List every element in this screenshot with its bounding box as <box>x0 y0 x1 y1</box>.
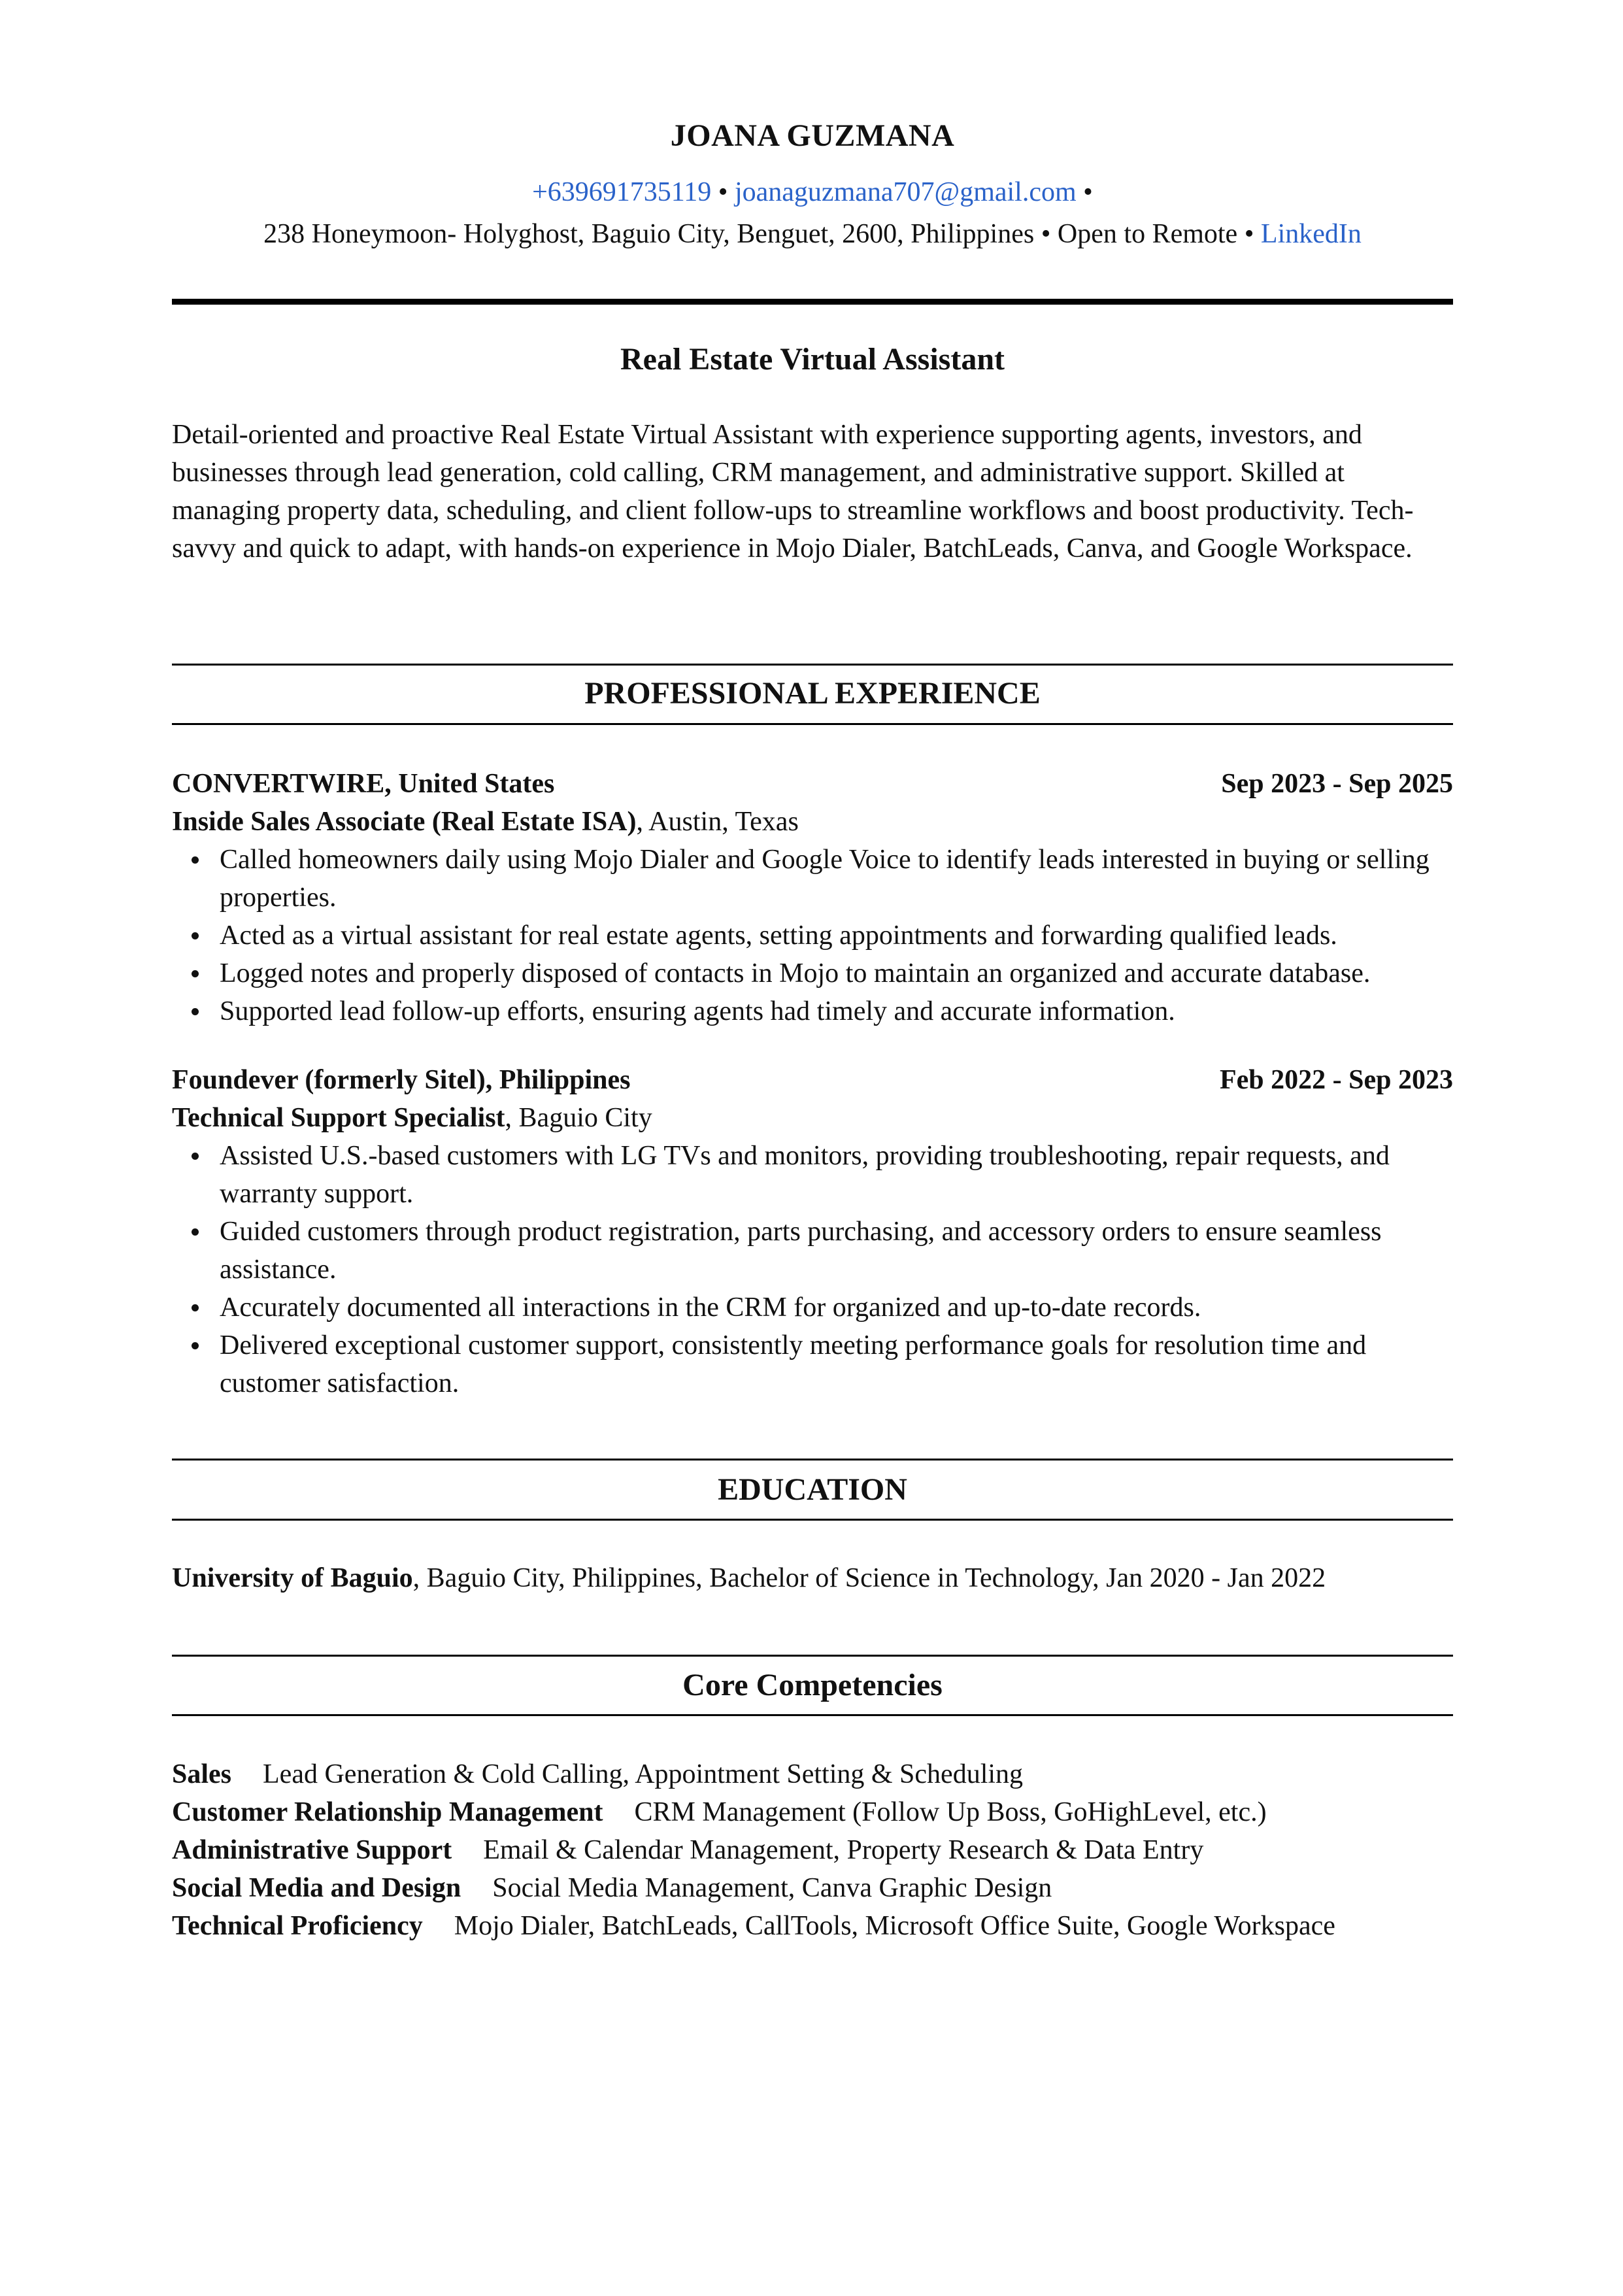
competency-row <box>172 1869 1453 1907</box>
competency-value: CRM Management (Follow Up Boss, GoHighLevel, etc.) <box>634 1797 1267 1827</box>
competency-value: Email & Calendar Management, Property Research & Data Entry <box>483 1835 1204 1865</box>
phone-link[interactable]: +639691735119 <box>532 177 712 207</box>
summary-text: Detail-oriented and proactive Real Estate Virtual Assistant with experience supporting agents, investors, and businesses through lead generation, cold calling, CRM management, and administrative support. Skilled at managing property data, scheduling, and client follow-ups to streamline workflows and boost productivity. Tech-savvy and quick to adapt, with hands-on experience in Mojo Dialer, BatchLeads, Canva, and Google Workspace. <box>172 420 1414 564</box>
separator: • <box>711 177 735 207</box>
job-role-line <box>172 803 1453 841</box>
list-item: Assisted U.S.-based customers with LG TVs and monitors, providing troubleshooting, repair requests, and warranty support. <box>172 1137 1453 1213</box>
job-role: Inside Sales Associate (Real Estate ISA) <box>172 807 637 837</box>
competency-row <box>172 1793 1453 1831</box>
job-bullets <box>172 1137 1453 1402</box>
competency-value: Social Media Management, Canva Graphic Design <box>492 1873 1052 1903</box>
competency-label: Administrative Support <box>172 1835 452 1865</box>
job-header <box>172 765 1453 803</box>
list-item: Acted as a virtual assistant for real estate agents, setting appointments and forwarding qualified leads. <box>172 917 1453 954</box>
section-divider-bottom <box>172 1714 1453 1716</box>
competency-row <box>172 1907 1453 1945</box>
education-title: EDUCATION <box>718 1472 907 1507</box>
remote-status: Open to Remote <box>1057 219 1238 249</box>
competency-label: Social Media and Design <box>172 1873 461 1903</box>
section-divider-bottom <box>172 1519 1453 1521</box>
competency-label: Technical Proficiency <box>172 1911 423 1941</box>
section-divider-top <box>172 664 1453 666</box>
address: 238 Honeymoon- Holyghost, Baguio City, Benguet, 2600, Philippines <box>263 219 1035 249</box>
competency-label: Customer Relationship Management <box>172 1797 603 1827</box>
separator: • <box>1237 219 1261 249</box>
list-item: Accurately documented all interactions in the CRM for organized and up-to-date records. <box>172 1289 1453 1326</box>
section-divider-top <box>172 1459 1453 1460</box>
contact-line-2 <box>172 216 1453 252</box>
list-item: Supported lead follow-up efforts, ensuring agents had timely and accurate information. <box>172 992 1453 1030</box>
competencies-title: Core Competencies <box>682 1668 943 1702</box>
job-role-line <box>172 1099 1453 1137</box>
competency-value: Mojo Dialer, BatchLeads, CallTools, Microsoft Office Suite, Google Workspace <box>454 1911 1335 1941</box>
company-name: Foundever (formerly Sitel), Philippines <box>172 1065 631 1095</box>
company-name: CONVERTWIRE, United States <box>172 769 555 799</box>
job-location: , Austin, Texas <box>636 807 799 837</box>
linkedin-link[interactable]: LinkedIn <box>1260 219 1362 249</box>
summary-title: Real Estate Virtual Assistant <box>620 342 1005 377</box>
job-dates: Sep 2023 - Sep 2025 <box>1221 769 1453 799</box>
competency-value: Lead Generation & Cold Calling, Appointment Setting & Scheduling <box>263 1759 1024 1789</box>
experience-title: PROFESSIONAL EXPERIENCE <box>584 676 1041 711</box>
job-location: , Baguio City <box>505 1103 652 1133</box>
competency-label: Sales <box>172 1759 232 1789</box>
separator: • <box>1076 177 1093 207</box>
section-divider-bottom <box>172 723 1453 725</box>
section-divider-top <box>172 1655 1453 1657</box>
separator: • <box>1034 219 1058 249</box>
candidate-name: JOANA GUZMANA <box>670 118 955 153</box>
list-item: Delivered exceptional customer support, consistently meeting performance goals for resolution time and customer satisfaction. <box>172 1326 1453 1402</box>
job-role: Technical Support Specialist <box>172 1103 505 1133</box>
education-entry <box>172 1559 1453 1597</box>
list-item: Guided customers through product registration, parts purchasing, and accessory orders to ensure seamless assistance. <box>172 1213 1453 1289</box>
competency-row <box>172 1755 1453 1793</box>
email-link[interactable]: joanaguzmana707@gmail.com <box>734 177 1077 207</box>
contact-line-1 <box>172 174 1453 211</box>
job-bullets <box>172 841 1453 1030</box>
header-divider <box>172 299 1453 305</box>
school-name: University of Baguio <box>172 1563 413 1593</box>
job-dates: Feb 2022 - Sep 2023 <box>1220 1065 1453 1095</box>
list-item: Logged notes and properly disposed of contacts in Mojo to maintain an organized and accurate database. <box>172 954 1453 992</box>
job-header <box>172 1061 1453 1099</box>
list-item: Called homeowners daily using Mojo Dialer and Google Voice to identify leads interested in buying or selling properties. <box>172 841 1453 917</box>
education-details: , Baguio City, Philippines, Bachelor of Science in Technology, Jan 2020 - Jan 2022 <box>412 1563 1326 1593</box>
competency-row <box>172 1831 1453 1869</box>
